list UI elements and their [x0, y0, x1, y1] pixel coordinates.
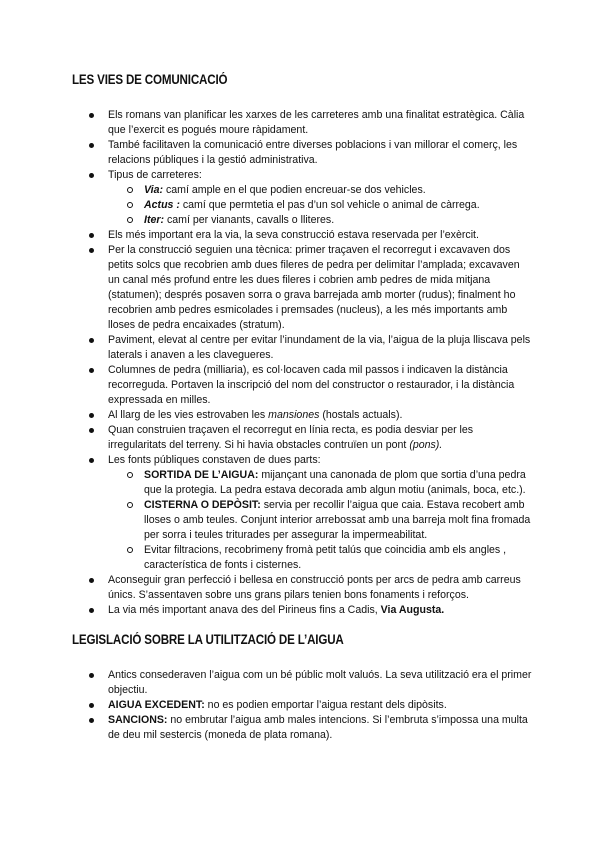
list-item [87, 408, 532, 423]
list-item [87, 453, 532, 573]
term-cisterna: CISTERNA O DEPÒSIT: [144, 499, 261, 511]
list-item [87, 713, 532, 743]
list-item [87, 603, 532, 618]
term-sortida-aigua: SORTIDA DE L’AIGUA: [144, 469, 259, 481]
item-text: Les fonts públiques constaven de dues parts: [108, 454, 321, 466]
list-item: Columnes de pedra (milliaria), es col·locaven cada mil passos i indicaven la distància recorreguda. Portaven la inscripció del nom del constructor o restaurador, i la distància expressada en milles. [87, 363, 532, 408]
item-text: no es podien emportar l’aigua restant dels dipòsits. [204, 699, 447, 711]
item-text: Tipus de carreteres: [108, 169, 202, 181]
item-text: camí que permtetia el pas d’un sol vehicle o animal de càrrega. [179, 199, 480, 211]
item-text: La via més important anava des del Pirineus fins a Cadis, [108, 604, 381, 616]
item-text: servia per recollir l’aigua que caia. Estava recobert amb lloses o amb teules. Conjunt interior arrebossat amb una barreja molt fina fromada per sorra i teules triturades per assegurar la impermeabilitat. [144, 499, 531, 541]
list-item [87, 698, 532, 713]
list-item: També facilitaven la comunicació entre diverses poblacions i van millorar el comerç, les relacions públiques i la gestió administrativa. [87, 138, 532, 168]
item-text: no embrutar l’aigua amb males intencions. Si l’embruta s’impossa una multa de deu mil sestercis (moneda de plata romana). [108, 714, 528, 741]
term-pons: (pons). [409, 439, 443, 451]
item-text: camí ample en el que podien encreuar-se dos vehicles. [163, 184, 426, 196]
sublist-item [108, 213, 532, 228]
vies-comunicacio-list [87, 108, 532, 618]
section-heading-vies-comunicacio: LES VIES DE COMUNICACIÓ [72, 72, 228, 87]
list-item: Per la construcció seguien una tècnica: primer traçaven el recorregut i excavaven dos petits solcs que recobrien amb dues fileres de pedra per delimitar l’amplada; excavaven un canal més profund entre les dues fileres i cobrien amb pedres de mida mitjana (statumen); després posaven sorra o grava barrejada amb morter (rudus); finalment ho recobrien amb pedres esmicolades i premsades (nucleus), a les més importants amb lloses de pedra encaixades (stratum). [87, 243, 532, 333]
term-via-augusta: Via Augusta. [380, 604, 445, 616]
sublist-item [108, 183, 532, 198]
term-iter: Iter: [144, 214, 165, 226]
item-text: camí per vianants, cavalls o lliteres. [164, 214, 335, 226]
item-text: Al llarg de les vies estrovaben les [108, 409, 269, 421]
fonts-sublist [108, 468, 532, 573]
list-item: Paviment, elevat al centre per evitar l’inundament de la via, l’aigua de la pluja lliscava pels laterals i anaven a les clavegueres. [87, 333, 532, 363]
sublist-item [108, 198, 532, 213]
term-sancions: SANCIONS: [108, 714, 168, 726]
sublist-item: Evitar filtracions, recobrimeny fromà petit talús que coincidia amb els angles , característica de fonts i cisternes. [108, 543, 532, 573]
term-actus: Actus : [144, 199, 180, 211]
sublist-item [108, 498, 532, 543]
list-item: Antics consederaven l’aigua com un bé públic molt valuós. La seva utilització era el primer objectiu. [87, 668, 532, 698]
sublist-item [108, 468, 532, 498]
term-aigua-excedent: AIGUA EXCEDENT: [108, 699, 205, 711]
section-heading-legislacio-aigua: LEGISLACIÓ SOBRE LA UTILITZACIÓ DE L’AIGUA [72, 632, 344, 647]
list-item: Els més important era la via, la seva construcció estava reservada per l’exèrcit. [87, 228, 532, 243]
list-item [87, 168, 532, 228]
list-item [87, 423, 532, 453]
legislacio-aigua-list [87, 668, 532, 743]
term-mansiones: mansiones [268, 409, 320, 421]
list-item: Els romans van planificar les xarxes de les carreteres amb una finalitat estratègica. Càlia que l’exercit es pogués moure ràpidament. [87, 108, 532, 138]
term-via: Via: [144, 184, 164, 196]
item-text: Quan construien traçaven el recorregut en línia recta, es podia desviar per les irregularitats del terreny. Si hi havia obstacles contruïen un pont [108, 424, 474, 451]
road-types-sublist [108, 183, 532, 228]
item-text: mijançant una canonada de plom que sortia d’una pedra que la protegia. La pedra estava decorada amb algun motiu (animals, boca, etc.). [144, 469, 526, 496]
item-text: (hostals actuals). [319, 409, 403, 421]
list-item: Aconseguir gran perfecció i bellesa en construcció ponts per arcs de pedra amb carreus únics. S’assentaven sobre uns grans pilars tenien bons fonaments i reforços. [87, 573, 532, 603]
